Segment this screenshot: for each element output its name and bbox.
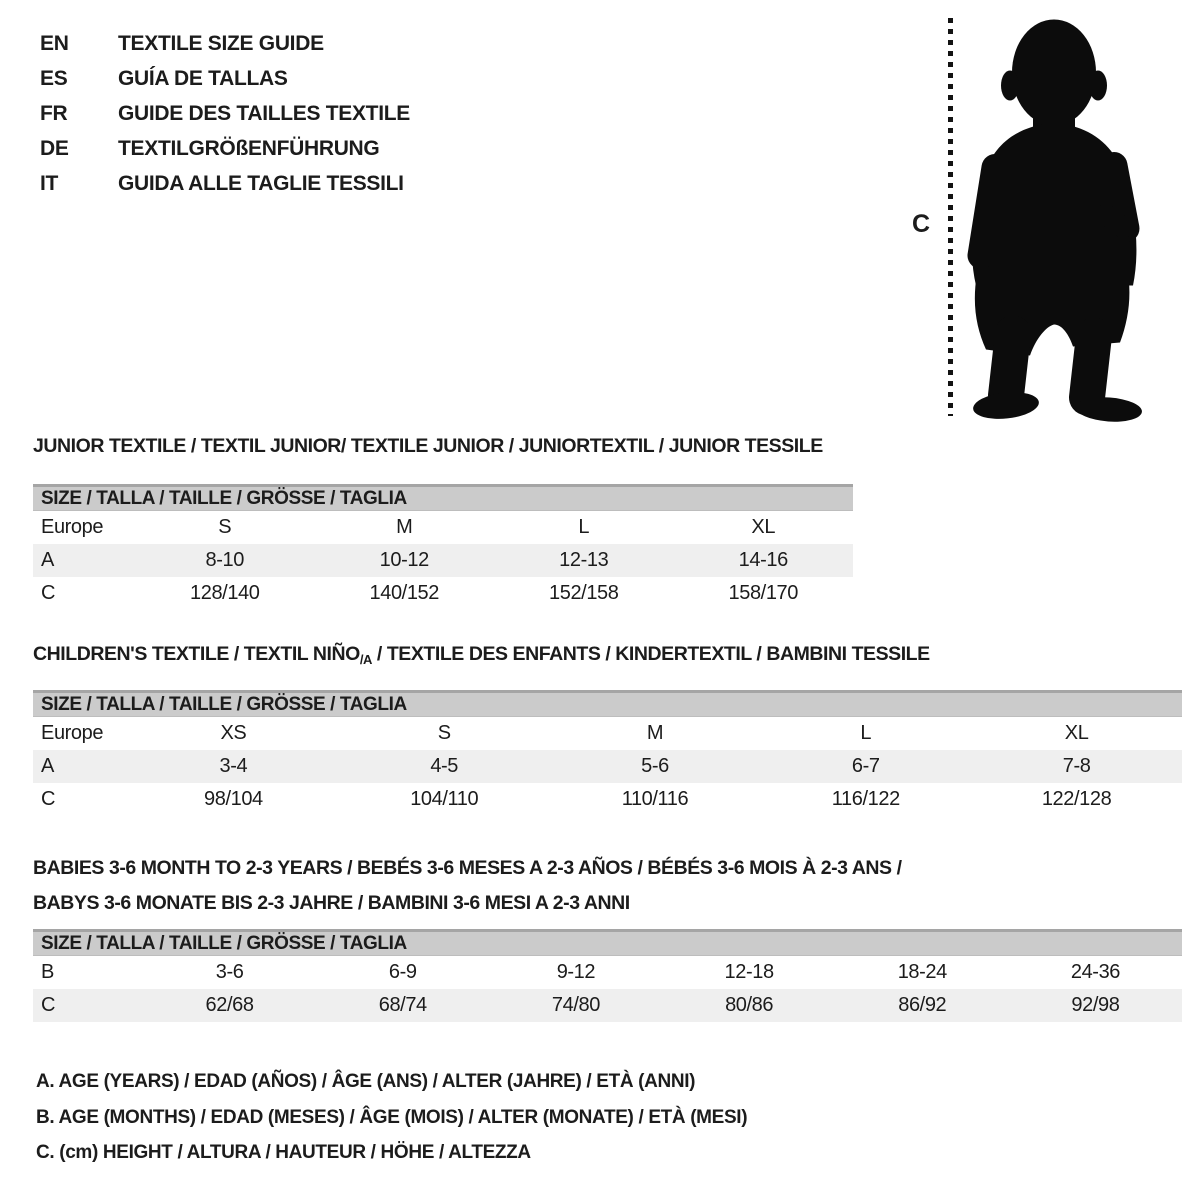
table-cell: 122/128 xyxy=(1041,788,1112,810)
children-title-pre: CHILDREN'S TEXTILE / TEXTIL NIÑO xyxy=(33,643,360,665)
table-cell: S xyxy=(218,516,232,538)
lang-row-en xyxy=(40,26,410,61)
children-title-post: / TEXTILE DES ENFANTS / KINDERTEXTIL / BAMBINI TESSILE xyxy=(371,643,930,665)
size-header-bar xyxy=(33,690,1182,717)
row-label: A xyxy=(41,755,54,777)
table-cell: 4-5 xyxy=(430,755,459,777)
lang-label: GUIDA ALLE TAGLIE TESSILI xyxy=(118,172,404,195)
language-title-list xyxy=(40,26,410,201)
lang-label: GUIDE DES TAILLES TEXTILE xyxy=(118,102,410,125)
size-header-text: SIZE / TALLA / TAILLE / GRÖSSE / TAGLIA xyxy=(41,693,407,715)
lang-label: GUÍA DE TALLAS xyxy=(118,67,288,90)
children-size-table xyxy=(33,690,1182,816)
table-cell: 10-12 xyxy=(379,549,429,571)
size-header-bar xyxy=(33,484,853,511)
junior-size-table xyxy=(33,484,853,610)
table-row xyxy=(33,544,853,577)
table-cell: M xyxy=(396,516,413,538)
row-label: C xyxy=(41,994,56,1016)
junior-section-title: JUNIOR TEXTILE / TEXTIL JUNIOR/ TEXTILE JUNIOR / JUNIORTEXTIL / JUNIOR TESSILE xyxy=(33,435,823,457)
babies-section-title xyxy=(33,851,902,921)
babies-title-line1: BABIES 3-6 MONTH TO 2-3 YEARS / BEBÉS 3-6 MESES A 2-3 AÑOS / BÉBÉS 3-6 MOIS À 2-3 ANS / xyxy=(33,857,902,879)
table-cell: XL xyxy=(1064,722,1089,744)
table-cell: 3-4 xyxy=(219,755,248,777)
table-row xyxy=(33,577,853,610)
table-cell: 3-6 xyxy=(215,961,244,983)
table-cell: L xyxy=(578,516,590,538)
size-header-bar xyxy=(33,929,1182,956)
note-b: B. AGE (MONTHS) / EDAD (MESES) / ÂGE (MOIS) / ALTER (MONATE) / ETÀ (MESI) xyxy=(36,1106,748,1128)
table-cell: 14-16 xyxy=(738,549,788,571)
children-section-title xyxy=(33,643,930,667)
table-row xyxy=(33,956,1182,989)
table-cell: 18-24 xyxy=(897,961,947,983)
toddler-silhouette-icon xyxy=(957,14,1152,422)
table-cell: 6-9 xyxy=(388,961,417,983)
height-measure-label: C xyxy=(912,210,931,238)
row-label: C xyxy=(41,582,56,604)
lang-code: DE xyxy=(40,137,69,160)
table-cell: 140/152 xyxy=(369,582,439,604)
table-cell: 24-36 xyxy=(1070,961,1121,983)
lang-label: TEXTILE SIZE GUIDE xyxy=(118,32,324,55)
table-cell: 152/158 xyxy=(549,582,619,604)
table-cell: 92/98 xyxy=(1071,994,1120,1016)
table-cell: 6-7 xyxy=(851,755,880,777)
babies-size-table xyxy=(33,929,1182,1022)
lang-code: ES xyxy=(40,67,68,90)
lang-code: FR xyxy=(40,102,68,125)
table-row xyxy=(33,783,1182,816)
table-row xyxy=(33,511,853,544)
table-cell: 7-8 xyxy=(1062,755,1091,777)
table-cell: 62/68 xyxy=(205,994,254,1016)
babies-title-line2: BABYS 3-6 MONATE BIS 2-3 JAHRE / BAMBINI 3-6 MESI A 2-3 ANNI xyxy=(33,892,630,914)
row-label: Europe xyxy=(41,722,104,744)
row-label: Europe xyxy=(41,516,104,538)
table-cell: 98/104 xyxy=(204,788,263,810)
table-cell: 158/170 xyxy=(728,582,798,604)
table-cell: 128/140 xyxy=(190,582,260,604)
note-a: A. AGE (YEARS) / EDAD (AÑOS) / ÂGE (ANS) / ALTER (JAHRE) / ETÀ (ANNI) xyxy=(36,1071,696,1092)
table-cell: 80/86 xyxy=(725,994,774,1016)
row-label: B xyxy=(41,961,54,983)
table-cell: 12-13 xyxy=(559,549,609,571)
table-cell: 110/116 xyxy=(621,788,689,810)
lang-code: IT xyxy=(40,172,59,195)
table-cell: 116/122 xyxy=(831,788,900,810)
table-cell: M xyxy=(646,722,664,744)
lang-row-de xyxy=(40,131,410,166)
table-row xyxy=(33,989,1182,1022)
row-label: C xyxy=(41,788,56,810)
table-row xyxy=(33,717,1182,750)
lang-code: EN xyxy=(40,32,69,55)
table-cell: XS xyxy=(220,722,247,744)
table-cell: XL xyxy=(751,516,776,538)
table-cell: S xyxy=(437,722,451,744)
table-cell: L xyxy=(860,722,872,744)
note-c: C. (cm) HEIGHT / ALTURA / HAUTEUR / HÖHE / ALTEZZA xyxy=(36,1142,531,1163)
lang-row-fr xyxy=(40,96,410,131)
size-header-text: SIZE / TALLA / TAILLE / GRÖSSE / TAGLIA xyxy=(41,932,407,954)
table-cell: 9-12 xyxy=(556,961,596,983)
size-header-text: SIZE / TALLA / TAILLE / GRÖSSE / TAGLIA xyxy=(41,487,407,509)
table-cell: 12-18 xyxy=(724,961,774,983)
lang-row-es xyxy=(40,61,410,96)
table-cell: 104/110 xyxy=(410,788,479,810)
table-cell: 8-10 xyxy=(205,549,244,571)
lang-row-it xyxy=(40,166,410,201)
table-cell: 74/80 xyxy=(551,994,600,1016)
lang-label: TEXTILGRÖßENFÜHRUNG xyxy=(118,137,380,160)
row-label: A xyxy=(41,549,54,571)
height-measure-dashed-line xyxy=(948,18,953,416)
table-row xyxy=(33,750,1182,783)
table-cell: 86/92 xyxy=(898,994,947,1016)
children-title-sub: /A xyxy=(359,652,372,667)
legend-notes xyxy=(36,1064,747,1171)
table-cell: 68/74 xyxy=(378,994,427,1016)
table-cell: 5-6 xyxy=(641,755,669,777)
